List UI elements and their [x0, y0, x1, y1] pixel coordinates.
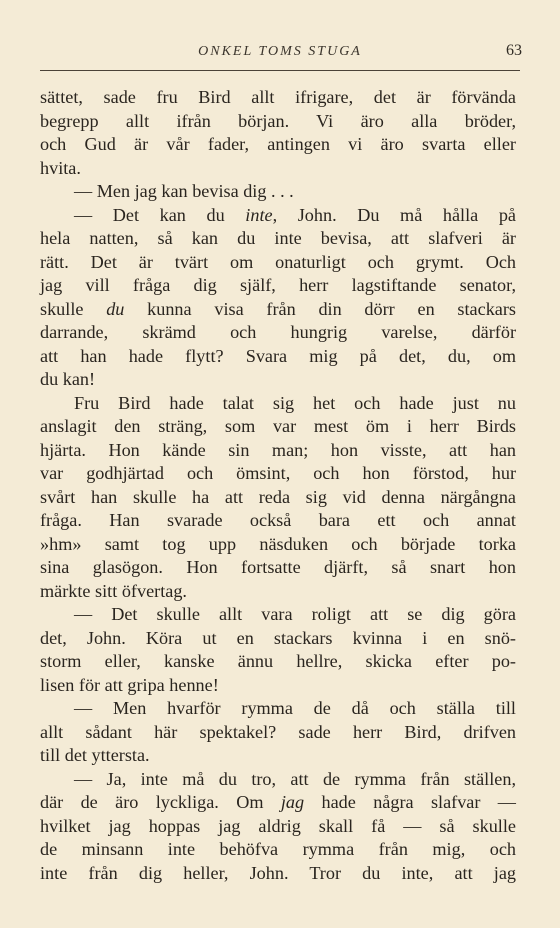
text-line: svårt han skulle ha att reda sig vid denna närgångna: [40, 486, 516, 507]
text-line: fråga. Han svarade också bara ett och annat: [40, 510, 516, 530]
text-line: du kan!: [40, 369, 96, 389]
running-head: [38, 44, 522, 70]
page-number: 63: [506, 42, 522, 59]
text-line: hvita.: [40, 157, 81, 178]
header-rule: [40, 70, 520, 71]
text-line: till det yttersta.: [40, 745, 150, 765]
text-line: skulle du kunna visa från din dörr en stackars: [40, 298, 516, 319]
body-text: [40, 86, 516, 885]
text-line: inte från dig heller, John. Tror du inte, att jag: [40, 862, 516, 883]
text-line: hvilket jag hoppas jag aldrig skall få — så skulle: [40, 815, 516, 836]
text-line: anslagit den sträng, som var mest öm i herr Birds: [40, 416, 516, 436]
text-line: begrepp allt ifrån början. Vi äro alla bröder,: [40, 110, 516, 131]
emphasis: jag: [280, 792, 305, 812]
text-line: hjärta. Hon kände sin man; hon visste, att han: [40, 439, 516, 460]
text-line: sina glasögon. Hon fortsatte djärft, så snart hon: [40, 557, 516, 577]
text-line: — Det kan du inte, John. Du må hålla på: [74, 204, 516, 225]
text-line: sättet, sade fru Bird allt ifrigare, det är förvända: [40, 87, 516, 107]
text-line: Fru Bird hade talat sig het och hade just nu: [74, 392, 516, 413]
text-line: lisen för att gripa henne!: [40, 674, 219, 695]
text-line: storm eller, kanske ännu hellre, skicka efter po-: [40, 651, 516, 671]
emphasis: du: [106, 298, 125, 319]
text-line: och Gud är vår fader, antingen vi äro svarta eller: [40, 134, 516, 154]
text-line: allt sådant här spektakel? sade herr Bird, drifven: [40, 721, 516, 742]
text-line: hela natten, så kan du inte bevisa, att slafveri är: [40, 228, 516, 248]
text-line: var godhjärtad och ömsint, och hon förstod, hur: [40, 463, 516, 483]
text-line: de minsann inte behöfva rymma från mig, och: [40, 839, 516, 859]
text-line: rätt. Det är tvärt om onaturligt och grymt. Och: [40, 251, 516, 272]
text-line: — Men jag kan bevisa dig . . .: [74, 181, 294, 201]
text-line: — Ja, inte må du tro, att de rymma från ställen,: [74, 768, 516, 789]
text-line: där de äro lyckliga. Om jag hade några slafvar —: [40, 792, 516, 812]
text-line: jag vill fråga dig själf, herr lagstiftande senator,: [40, 275, 516, 295]
text-line: »hm» samt tog upp näsduken och började torka: [40, 533, 516, 554]
text-line: darrande, skrämd och hungrig varelse, därför: [40, 322, 516, 342]
text-line: märkte sitt öfvertag.: [40, 580, 187, 601]
running-title: ONKEL TOMS STUGA: [198, 44, 362, 59]
text-line: att han hade flytt? Svara mig på det, du, om: [40, 345, 516, 366]
emphasis: inte: [245, 204, 273, 225]
text-line: — Men hvarför rymma de då och ställa till: [74, 698, 516, 718]
text-line: — Det skulle allt vara roligt att se dig göra: [74, 604, 516, 624]
text-line: det, John. Köra ut en stackars kvinna i en snö-: [40, 627, 516, 648]
